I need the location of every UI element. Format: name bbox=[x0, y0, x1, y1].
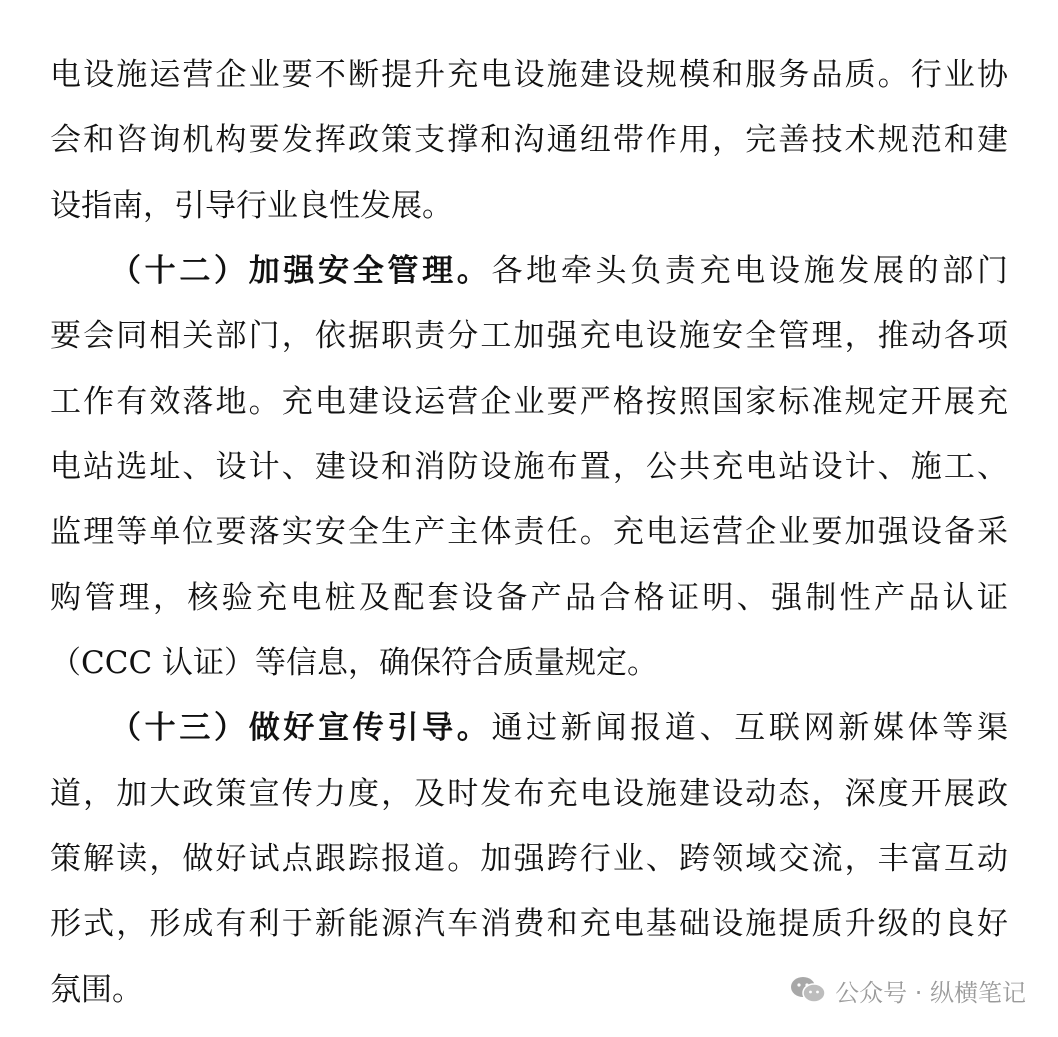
section-heading-12: （十二）加强安全管理。 bbox=[110, 253, 492, 289]
paragraph-2-line-7: （CCC 认证）等信息，确保符合质量规定。 bbox=[50, 645, 659, 681]
paragraph-1-line-1: 电设施运营企业要不断提升充电设施建设规模和服务品质。行业协 bbox=[50, 57, 1008, 93]
paragraph-2-line-1-text: 各地牵头负责充电设施发展的部门 bbox=[491, 253, 1009, 289]
section-heading-13: （十三）做好宣传引导。 bbox=[110, 710, 492, 746]
paragraph-2-line-4: 电站选址、设计、建设和消防设施布置，公共充电站设计、施工、 bbox=[50, 449, 1008, 485]
paragraph-1-line-3: 设指南，引导行业良性发展。 bbox=[50, 188, 453, 224]
paragraph-2-line-6: 购管理，核验充电桩及配套设备产品合格证明、强制性产品认证 bbox=[50, 580, 1008, 616]
wechat-icon bbox=[789, 975, 827, 1005]
paragraph-3-line-4: 形式，形成有利于新能源汽车消费和充电基础设施提质升级的良好 bbox=[50, 906, 1008, 942]
paragraph-2-line-2: 要会同相关部门，依据职责分工加强充电设施安全管理，推动各项 bbox=[50, 318, 1008, 354]
paragraph-3-line-2: 道，加大政策宣传力度，及时发布充电设施建设动态，深度开展政 bbox=[50, 776, 1008, 812]
paragraph-3-line-1-text: 通过新闻报道、互联网新媒体等渠 bbox=[491, 710, 1009, 746]
watermark-text: 公众号 · 纵横笔记 bbox=[835, 978, 1026, 1007]
paragraph-1-line-2: 会和咨询机构要发挥政策支撑和沟通纽带作用，完善技术规范和建 bbox=[50, 122, 1008, 158]
paragraph-2-line-3: 工作有效落地。充电建设运营企业要严格按照国家标准规定开展充 bbox=[50, 384, 1008, 420]
paragraph-3-line-3: 策解读，做好试点跟踪报道。加强跨行业、跨领域交流，丰富互动 bbox=[50, 841, 1008, 877]
paragraph-3-line-1 bbox=[110, 708, 1008, 748]
watermark bbox=[789, 970, 1026, 1010]
paragraph-2-line-1 bbox=[110, 251, 1008, 291]
paragraph-2-line-5: 监理等单位要落实安全生产主体责任。充电运营企业要加强设备采 bbox=[50, 514, 1008, 550]
paragraph-3-line-5: 氛围。 bbox=[50, 972, 143, 1008]
